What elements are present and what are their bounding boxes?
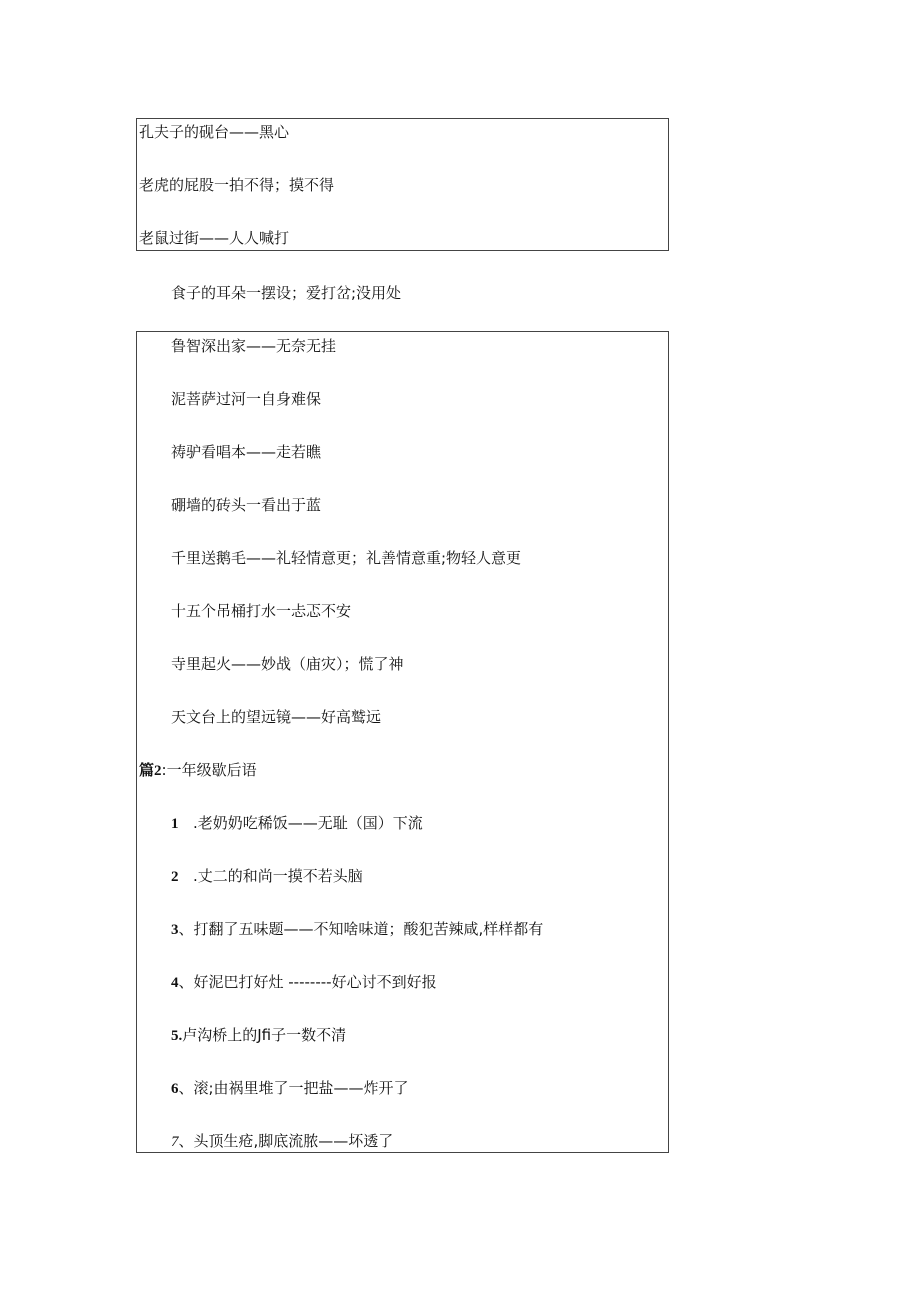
numbered-item: [171, 813, 423, 834]
numbered-item: [171, 1025, 346, 1046]
numbered-item: [171, 866, 363, 887]
numbered-item: [171, 972, 437, 993]
proverb-line: 鲁智深出家——无奈无挂: [171, 337, 337, 355]
proverb-line: 千里送鹅毛——礼轻情意更；礼善情意重;物轻人意更: [171, 549, 522, 567]
item-number: 4: [171, 975, 179, 991]
proverb-line-standalone: 食子的耳朵一摆设；爱打岔;没用处: [171, 284, 402, 302]
item-number: 3: [171, 922, 179, 938]
proverb-line: 老虎的屁股一拍不得；摸不得: [139, 176, 335, 194]
proverb-line: 硼墙的砖头一看出于蓝: [171, 496, 322, 514]
proverb-line: 泥菩萨过河一自身难保: [171, 390, 322, 408]
item-number: 2: [171, 869, 179, 885]
proverb-line: 孔夫子的砚台——黑心: [139, 123, 290, 141]
item-number: 5.: [171, 1028, 183, 1044]
numbered-item: [171, 1078, 409, 1099]
item-text: 、好泥巴打好灶 --------好心讨不到好报: [178, 973, 437, 991]
proverb-line: 祷驴看唱本——走若瞧: [171, 443, 322, 461]
item-text: 、头顶生疮,脚底流脓——坏透了: [178, 1132, 394, 1150]
numbered-item: [171, 1131, 393, 1152]
section-title: :一年级歇后语: [161, 761, 257, 779]
item-text: .丈二的和尚一摸不若头脑: [193, 867, 363, 885]
section-heading: [139, 760, 257, 781]
item-text: .老奶奶吃稀饭——无耻（国）下流: [193, 814, 423, 832]
section-prefix: 篇2: [139, 763, 162, 779]
item-number: 7: [171, 1134, 179, 1150]
item-text: 卢沟桥上的Jfi子一数不清: [182, 1026, 347, 1044]
item-number: 6: [171, 1081, 179, 1097]
proverb-line: 十五个吊桶打水一忐忑不安: [171, 602, 352, 620]
proverb-line: 寺里起火——妙战（庙灾）；慌了神: [171, 655, 404, 673]
proverb-line: 天文台上的望远镜——好高鹫远: [171, 708, 382, 726]
numbered-item: [171, 919, 543, 940]
item-number: 1: [171, 816, 179, 832]
item-text: 、滚;由祸里堆了一把盐——炸开了: [178, 1079, 409, 1097]
item-text: 、打翻了五味题——不知啥味道；酸犯苦辣咸,样样都有: [178, 920, 544, 938]
proverb-line: 老鼠过街——人人喊打: [139, 229, 290, 247]
